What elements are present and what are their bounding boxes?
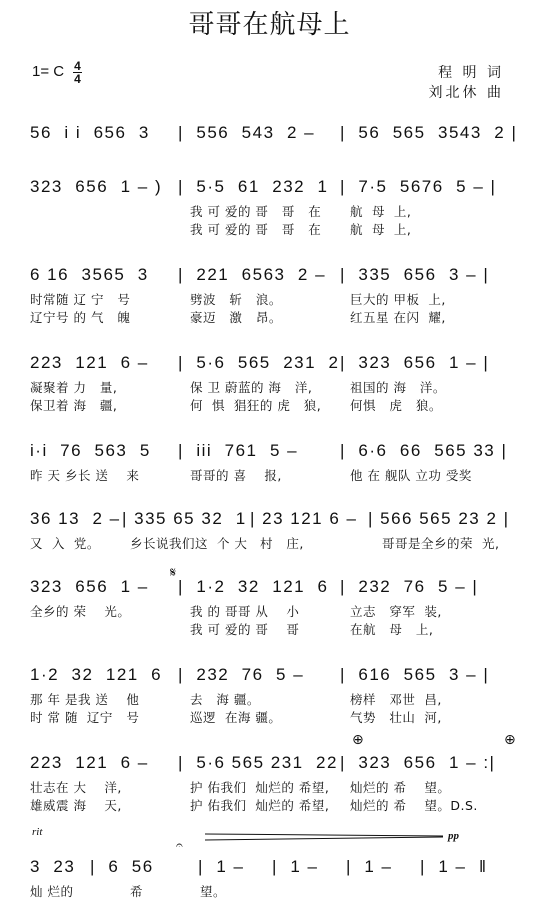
lyric-segment: 护 佑我们 灿烂的 希望, xyxy=(190,780,330,795)
measure-group: 223 121 6 – xyxy=(30,353,149,372)
lyric-line-2 xyxy=(30,310,516,328)
lyric-segment: 榜样 邓世 昌, xyxy=(350,692,442,707)
lyric-segment: 航 母 上, xyxy=(350,204,412,219)
lyric-segment: 航 母 上, xyxy=(350,222,412,237)
lyric-segment: 去 海 疆。 xyxy=(190,692,260,707)
lyric-line-2 xyxy=(30,222,516,240)
measure-group: | 1 – ‖ xyxy=(420,857,488,876)
notation-line xyxy=(30,856,516,878)
measure-group: 3 23 xyxy=(30,857,76,876)
lyric-segment: 希 xyxy=(130,884,144,899)
time-signature xyxy=(73,60,82,85)
measure-group: | 5·6 565 231 2 xyxy=(178,353,340,372)
lyric-segment: 灿烂的 希 望。 xyxy=(350,780,451,795)
measure-group: | 5·6 565 231 22 xyxy=(178,753,338,772)
lyric-segment: 全乡的 荣 光。 xyxy=(30,604,131,619)
measure-group: | 6·6 66 565 33 | xyxy=(340,441,508,460)
lyric-segment: 气势 壮山 河, xyxy=(350,710,442,725)
segno-mark: 𝄋 xyxy=(170,565,177,581)
lyric-segment: 在航 母 上, xyxy=(350,622,434,637)
lyric-segment: 望。 xyxy=(200,884,227,899)
measure-group: | 232 76 5 – xyxy=(178,665,305,684)
lyric-segment: 豪迈 激 昂。 xyxy=(190,310,282,325)
fermata-mark: 𝄐 xyxy=(176,838,183,852)
measure-group: i·i 76 563 5 xyxy=(30,441,151,460)
notation-line xyxy=(30,440,516,462)
notation-line xyxy=(30,752,516,774)
lyric-segment: 红五星 在闪 耀, xyxy=(350,310,446,325)
notation-line xyxy=(30,176,516,198)
lyric-line-2 xyxy=(30,710,516,728)
lyric-segment: 灿 烂的 xyxy=(30,884,74,899)
measure-group: 56 i i 656 3 xyxy=(30,123,150,142)
notation-line xyxy=(30,576,516,598)
measure-group: 6 16 3565 3 xyxy=(30,265,149,284)
lyric-line-1 xyxy=(30,604,516,622)
coda-mark-1: ⊕ xyxy=(352,732,364,748)
lyric-line-2 xyxy=(30,398,516,416)
measure-group: | 1·2 32 121 6 xyxy=(178,577,329,596)
diminuendo-hairpin xyxy=(205,832,445,842)
lyric-line-2 xyxy=(30,798,516,816)
rit-mark: rit xyxy=(32,826,43,838)
lyric-segment: 雄威震 海 天, xyxy=(30,798,122,813)
measure-group: 323 656 1 – ) xyxy=(30,177,163,196)
measure-group: | 566 565 23 2 | xyxy=(368,509,510,528)
lyric-line-1 xyxy=(30,780,516,798)
measure-group: 223 121 6 – xyxy=(30,753,149,772)
lyric-segment: 劈波 斩 浪。 xyxy=(190,292,282,307)
lyric-segment: 壮志在 大 洋, xyxy=(30,780,122,795)
lyric-segment: 村 庄, xyxy=(260,536,304,551)
lyric-segment: 灿烂的 希 望。D.S. xyxy=(350,798,478,813)
measure-group: | 335 65 32 1 xyxy=(122,509,247,528)
lyric-line-1 xyxy=(30,204,516,222)
pp-mark: pp xyxy=(448,830,459,842)
lyric-line-1 xyxy=(30,380,516,398)
measure-group: | iii 761 5 – xyxy=(178,441,299,460)
measure-group: | 6 56 xyxy=(90,857,154,876)
meter-top: 4 xyxy=(74,59,81,73)
lyric-line-2 xyxy=(30,622,516,640)
lyric-segment: 哥哥是全乡的荣 光, xyxy=(382,536,500,551)
coda-mark-2: ⊕ xyxy=(504,732,516,748)
lyric-segment: 祖国的 海 洋。 xyxy=(350,380,446,395)
notation-line xyxy=(30,352,516,374)
notation-line xyxy=(30,664,516,686)
measure-group: 1·2 32 121 6 xyxy=(30,665,163,684)
measure-group: | 1 – xyxy=(346,857,393,876)
notation-line xyxy=(30,264,516,286)
measure-group: 323 656 1 – xyxy=(30,577,149,596)
composer-credit: 刘北休 曲 xyxy=(428,85,504,101)
lyric-segment: 凝聚着 力 量, xyxy=(30,380,118,395)
notation-line xyxy=(30,508,516,530)
lyric-line-1 xyxy=(30,468,516,486)
lyric-segment: 我 的 哥哥 从 小 xyxy=(190,604,300,619)
measure-group: | 556 543 2 – xyxy=(178,123,316,142)
lyric-segment: 辽宁号 的 气 魄 xyxy=(30,310,131,325)
lyric-segment: 立志 穿军 装, xyxy=(350,604,442,619)
lyric-segment: 何 惧 猖狂的 虎 狼, xyxy=(190,398,322,413)
lyric-segment: 那 年 是我 送 他 xyxy=(30,692,140,707)
lyric-line-1 xyxy=(30,884,516,902)
measure-group: | 7·5 5676 5 – | xyxy=(340,177,497,196)
lyric-segment: 又 入 党。 xyxy=(30,536,100,551)
notation-line xyxy=(30,122,516,144)
lyric-segment: 保 卫 蔚蓝的 海 洋, xyxy=(190,380,313,395)
lyric-line-1 xyxy=(30,536,516,554)
measure-group: | 1 – xyxy=(198,857,245,876)
measure-group: 36 13 2 – xyxy=(30,509,121,528)
measure-group: | 335 656 3 – | xyxy=(340,265,490,284)
lyric-segment: 乡长说我们这 个 大 xyxy=(130,536,248,551)
lyric-segment: 护 佑我们 灿烂的 希望, xyxy=(190,798,330,813)
measure-group: | 1 – xyxy=(272,857,319,876)
measure-group: | 232 76 5 – | xyxy=(340,577,479,596)
measure-group: | 221 6563 2 – xyxy=(178,265,327,284)
lyric-segment: 哥哥的 喜 报, xyxy=(190,468,282,483)
lyric-line-1 xyxy=(30,292,516,310)
measure-group: | 56 565 3543 2 | xyxy=(340,123,518,142)
lyric-segment: 我 可 爱的 哥 哥 xyxy=(190,622,300,637)
lyric-segment: 昨 天 乡长 送 来 xyxy=(30,468,140,483)
song-title: 哥哥在航母上 xyxy=(188,10,351,40)
key-signature: 1= C xyxy=(32,63,65,80)
measure-group: | 5·5 61 232 1 xyxy=(178,177,329,196)
measure-group: | 323 656 1 – | xyxy=(340,353,490,372)
lyric-segment: 保卫着 海 疆, xyxy=(30,398,118,413)
meter-bottom: 4 xyxy=(74,72,81,86)
lyric-segment: 巡逻 在海 疆。 xyxy=(190,710,282,725)
lyric-segment: 时 常 随 辽宁 号 xyxy=(30,710,140,725)
lyric-segment: 巨大的 甲板 上, xyxy=(350,292,446,307)
lyricist-credit: 程 明 词 xyxy=(438,65,504,81)
lyric-segment: 何惧 虎 狼。 xyxy=(350,398,442,413)
lyric-segment: 时常随 辽 宁 号 xyxy=(30,292,131,307)
measure-group: | 323 656 1 – :| xyxy=(340,753,496,772)
lyric-segment: 我 可 爱的 哥 哥 在 xyxy=(190,204,322,219)
measure-group: | 23 121 6 – xyxy=(250,509,358,528)
lyric-line-1 xyxy=(30,692,516,710)
lyric-segment: 他 在 舰队 立功 受奖 xyxy=(350,468,472,483)
measure-group: | 616 565 3 – | xyxy=(340,665,490,684)
lyric-segment: 我 可 爱的 哥 哥 在 xyxy=(190,222,322,237)
